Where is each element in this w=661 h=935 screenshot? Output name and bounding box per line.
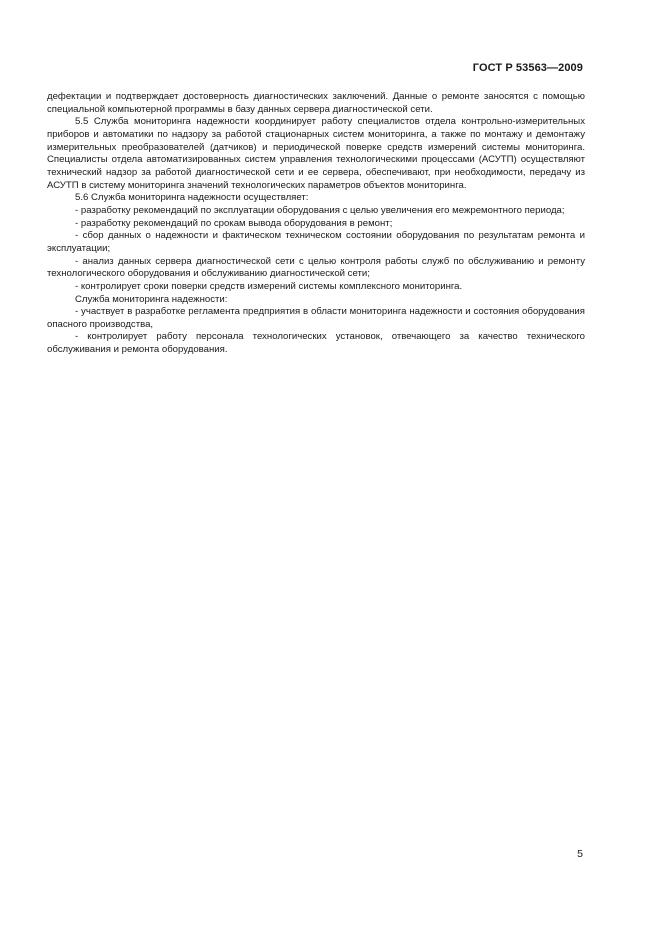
- list-item: - разработку рекомендаций по эксплуатации оборудования с целью увеличения его межремонтного периода;: [75, 204, 565, 216]
- list-item: - сбор данных о надежности и фактическом техническом состоянии оборудования по результатам ремонта и эксплуатации;: [47, 230, 585, 254]
- list-item: - разработку рекомендаций по срокам вывода оборудования в ремонт;: [75, 217, 393, 229]
- clause-5-5-paragraph: 5.5 Служба мониторинга надежности координирует работу специалистов отдела контрольно-измерительных приборов и автоматики по надзору за работой стационарных систем мониторинга, а также по монтажу и демонтажу измерительных преобразователей (датчиков) и периодической поверке средств измерений системы мониторинга. Специалисты отдела автоматизированных систем управления технологическими процессами (АСУТП) осуществляют технический надзор за работой диагностической сети и ее сервера, обеспечивают, при необходимости, передачу из АСУТП в систему мониторинга значений технологических параметров объектов мониторинга.: [47, 116, 585, 191]
- list-item: - анализ данных сервера диагностической сети с целью контроля работы служб по обслуживанию и ремонту технологического оборудования и обслуживанию диагностической сети;: [47, 255, 585, 280]
- sub-heading: Служба мониторинга надежности:: [75, 293, 228, 305]
- document-header: ГОСТ Р 53563—2009: [472, 62, 583, 74]
- list-item: - контролирует работу персонала технологических установок, отвечающего за качество технического обслуживания и ремонта оборудования.: [47, 331, 585, 356]
- list-item: - контролирует сроки поверки средств измерений системы комплексного мониторинга.: [75, 280, 463, 292]
- body-paragraph: дефектации и подтверждает достоверность диагностических заключений. Данные о ремонте заносятся с помощью специальной компьютерной программы в базу данных сервера диагностической сети.: [47, 91, 585, 115]
- document-body: [47, 91, 585, 357]
- clause-5-6-heading: 5.6 Служба мониторинга надежности осуществляет:: [75, 192, 309, 204]
- list-item: - участвует в разработке регламента предприятия в области мониторинга надежности и состояния оборудования опасного производства,: [47, 306, 585, 330]
- page-number: 5: [577, 848, 583, 860]
